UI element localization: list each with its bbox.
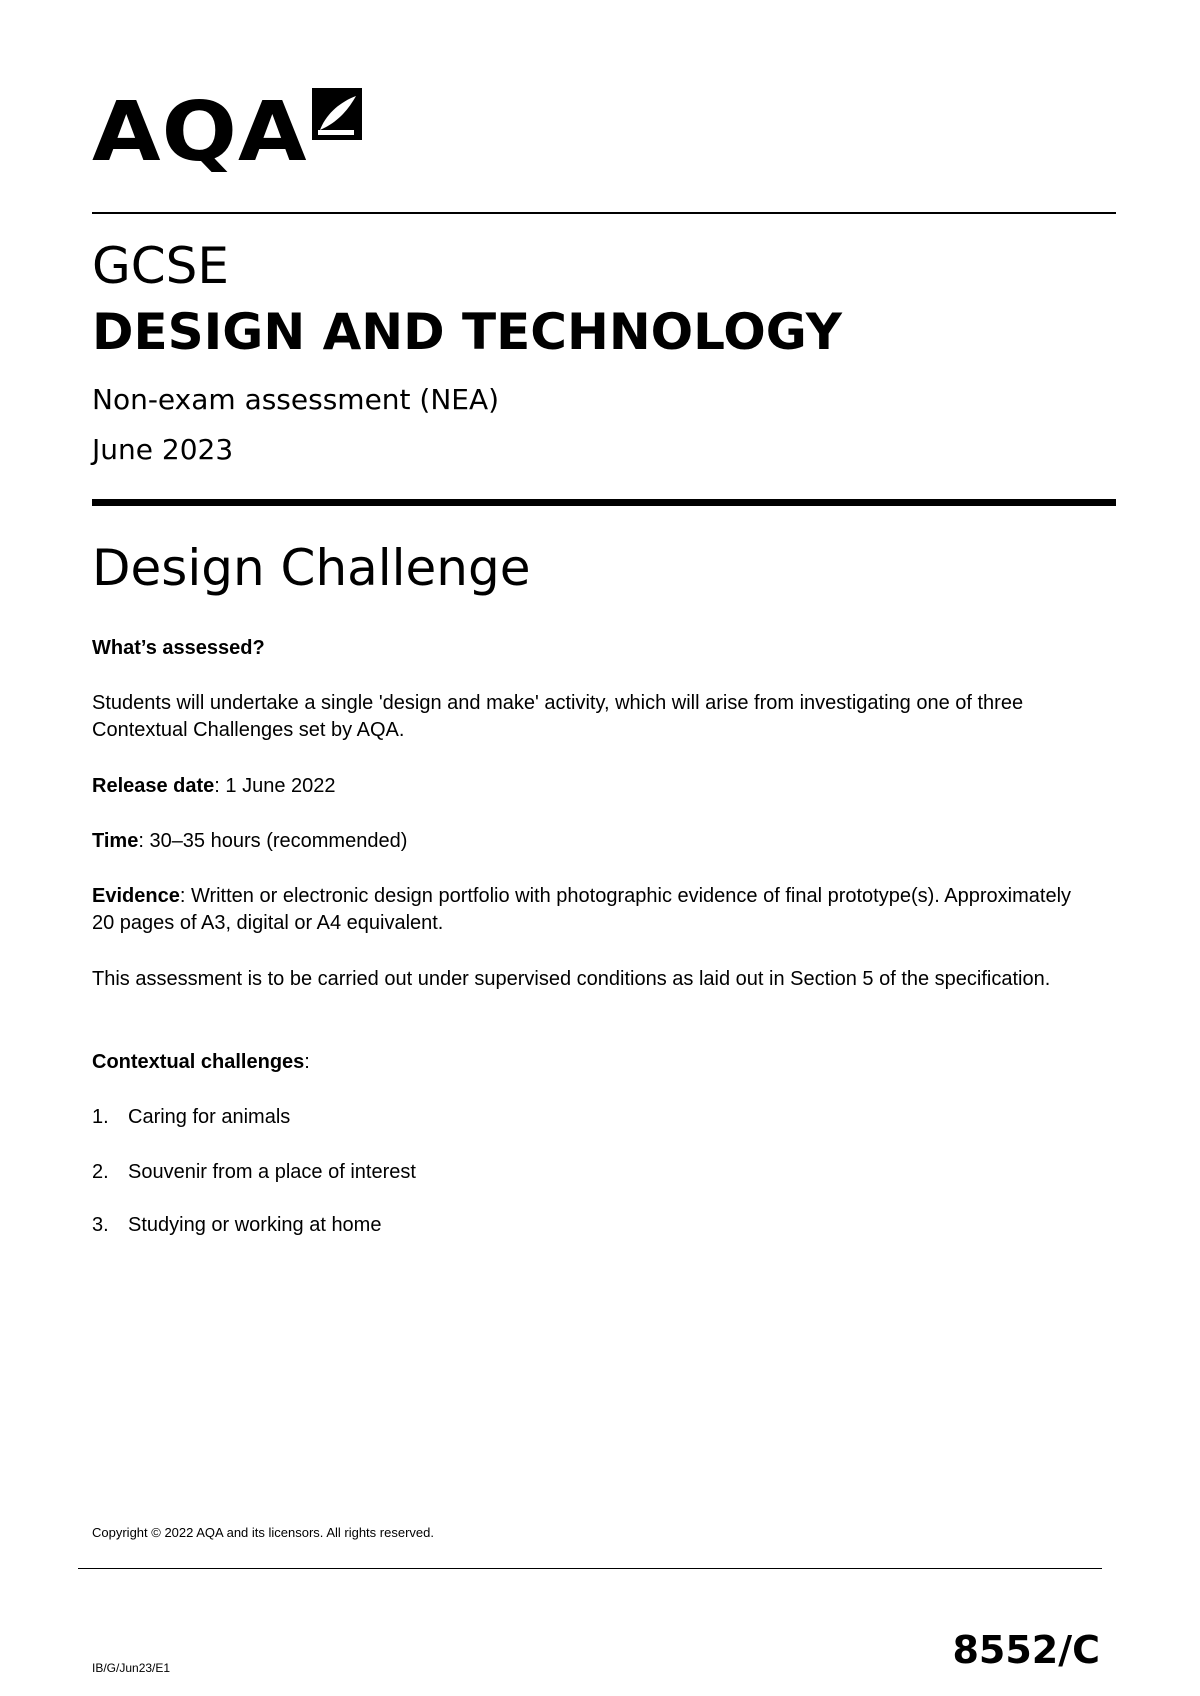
- release-date-label: Release date: [92, 775, 215, 797]
- release-date-line: [92, 773, 1092, 800]
- assessment-type: Non-exam assessment (NEA): [92, 383, 500, 416]
- challenges-heading-text: Contextual challenges: [92, 1051, 305, 1073]
- top-divider: [92, 212, 1116, 214]
- paper-code: 8552/C: [952, 1628, 1100, 1672]
- intro-paragraph: Students will undertake a single 'design and make' activity, which will arise from investigating one of three Contextual Challenges set by AQA.: [92, 692, 1024, 741]
- list-item: [92, 1104, 290, 1131]
- list-item-text: Studying or working at home: [128, 1214, 382, 1236]
- time-value: : 30–35 hours (recommended): [138, 830, 408, 852]
- list-item-number: 2.: [92, 1161, 109, 1183]
- document-reference: IB/G/Jun23/E1: [92, 1661, 171, 1675]
- challenges-heading-suffix: :: [304, 1051, 310, 1073]
- list-item-text: Souvenir from a place of interest: [128, 1161, 416, 1183]
- list-item-number: 1.: [92, 1106, 109, 1128]
- evidence-paragraph: [92, 883, 1092, 937]
- copyright-notice: Copyright © 2022 AQA and its licensors. All rights reserved.: [92, 1525, 434, 1540]
- aqa-leaf-icon: [306, 84, 368, 146]
- aqa-logo: [92, 84, 367, 184]
- challenges-heading: [92, 1049, 1092, 1076]
- heading-divider: [92, 499, 1116, 506]
- qualification-label: GCSE: [92, 237, 229, 295]
- whats-assessed-heading-text: What’s assessed?: [92, 637, 265, 659]
- document-title: Design Challenge: [92, 539, 531, 597]
- logo-wordmark: AQA: [92, 85, 308, 180]
- list-item: [92, 1212, 381, 1239]
- whats-assessed-heading: [92, 635, 1092, 662]
- time-line: [92, 828, 1092, 855]
- list-item: [92, 1159, 416, 1186]
- exam-series: June 2023: [92, 433, 234, 466]
- evidence-value: : Written or electronic design portfolio with photographic evidence of final prototype(s). Approximately 20 pages of A3, digital or A4 equivalent.: [92, 885, 1072, 934]
- release-date-value: : 1 June 2022: [214, 775, 336, 797]
- list-item-number: 3.: [92, 1214, 109, 1236]
- conditions-paragraph: This assessment is to be carried out under supervised conditions as laid out in Section 5 of the specification.: [92, 968, 1051, 990]
- list-item-text: Caring for animals: [128, 1106, 291, 1128]
- footer-divider: [78, 1568, 1102, 1569]
- evidence-label: Evidence: [92, 885, 180, 907]
- time-label: Time: [92, 830, 139, 852]
- subject-title: DESIGN AND TECHNOLOGY: [92, 303, 842, 361]
